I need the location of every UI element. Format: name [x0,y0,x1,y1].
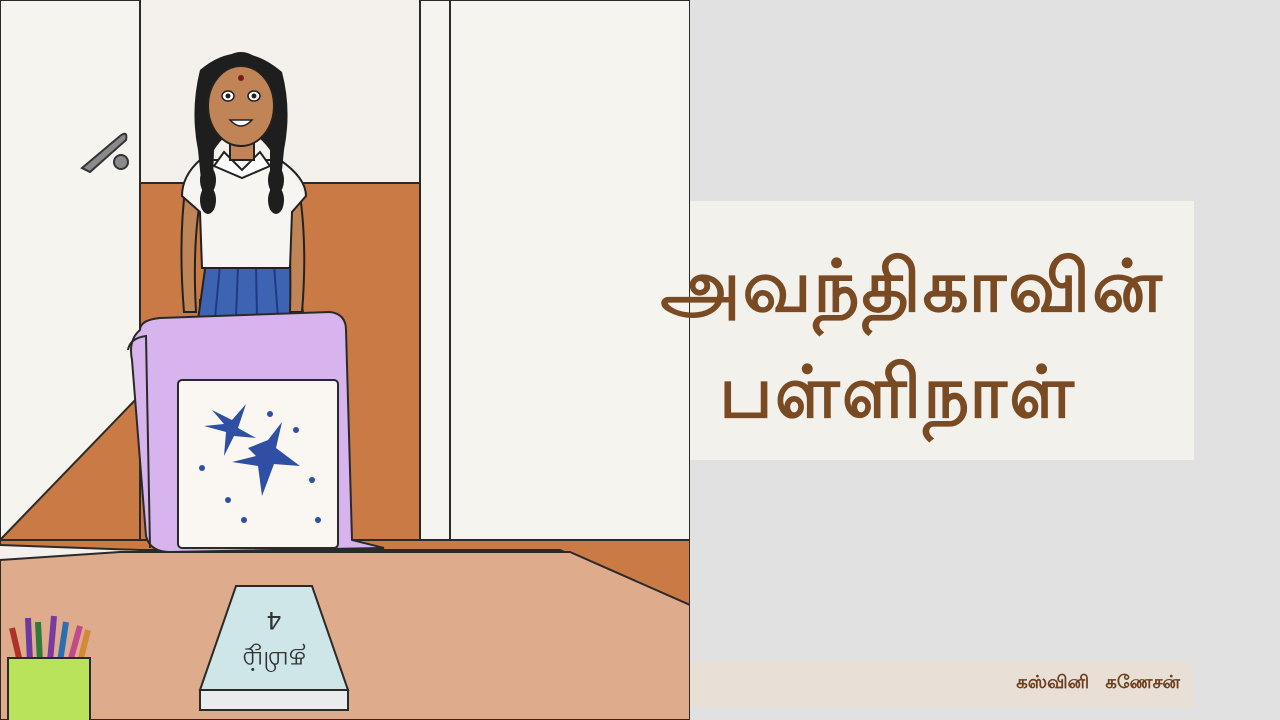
cushion-flower-icon [178,380,338,548]
title-line-2: பள்ளிநாள் [719,349,1076,434]
author-panel [690,661,1194,707]
author-name: கஸ்வினி கணேசன் [1016,672,1180,693]
title-panel [660,201,1194,460]
book-grade-label: 4 [266,606,282,634]
title-line-1: அவந்திகாவின் [660,243,1164,328]
door-frame [420,0,450,540]
book-title-label: தமிழ் [242,645,306,675]
right-wall [450,0,690,540]
